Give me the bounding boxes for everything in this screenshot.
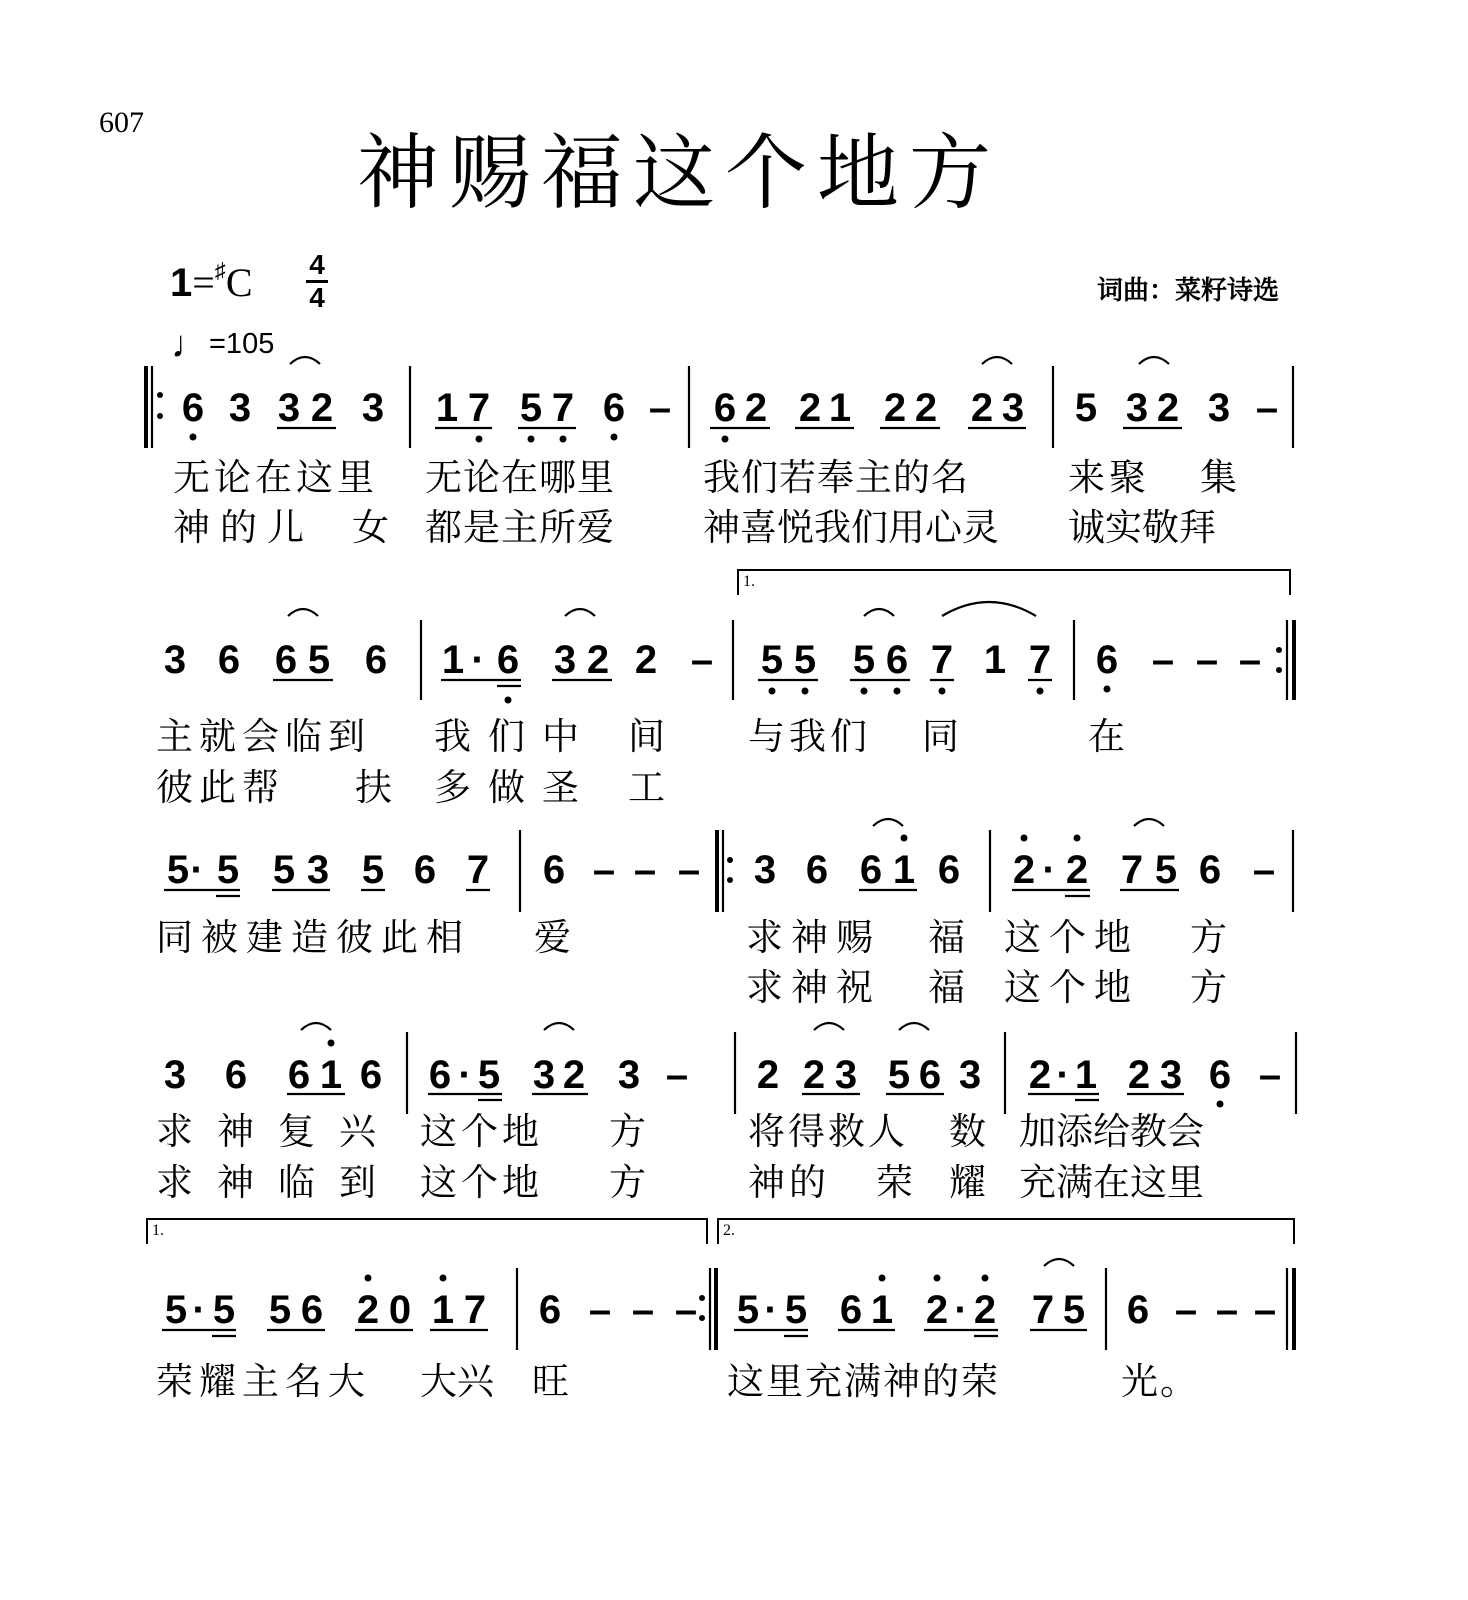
octave-dot	[365, 1275, 372, 1282]
note: 7	[930, 638, 954, 682]
note: 6	[496, 638, 520, 682]
repeat-dot	[727, 877, 733, 883]
octave-dot	[1217, 1101, 1224, 1108]
lyric: 同被建造彼此相	[156, 916, 471, 959]
note: 2	[562, 1053, 586, 1097]
lyric: 方	[1190, 966, 1227, 1009]
note: 2	[973, 1288, 997, 1332]
song-title: 神赐福这个地方	[357, 126, 1002, 221]
dash: –	[633, 848, 657, 892]
lyric: 方	[609, 1110, 646, 1153]
key-equals: =	[192, 260, 215, 305]
note: 5	[166, 848, 190, 892]
lyric: 我们若奉主的名	[703, 456, 969, 499]
lyric: 无论在这里	[173, 456, 378, 499]
sharp-icon: ♯	[214, 258, 226, 283]
dot: ·	[1042, 848, 1056, 892]
dash: –	[592, 848, 616, 892]
note: 6	[413, 848, 437, 892]
note: 3	[1001, 386, 1025, 430]
note: 1	[435, 386, 459, 430]
dash: –	[1258, 1053, 1282, 1097]
note: 5	[784, 1288, 808, 1332]
repeat-dot	[699, 1295, 705, 1301]
note: 6	[885, 638, 909, 682]
octave-dot	[1037, 688, 1044, 695]
octave-dot	[560, 436, 567, 443]
lyric: 多做圣	[434, 766, 596, 809]
note: 5	[1074, 386, 1098, 430]
slur	[301, 1023, 331, 1030]
note: 5	[477, 1053, 501, 1097]
volta-label: 1.	[743, 573, 755, 590]
note: 7	[1028, 638, 1052, 682]
dash: –	[1215, 1288, 1239, 1332]
note: 6	[839, 1288, 863, 1332]
dash: –	[665, 1053, 689, 1097]
octave-dot	[722, 436, 729, 443]
note: 2	[1156, 386, 1180, 430]
note: 5	[268, 1288, 292, 1332]
time-sig-bottom: 4	[309, 282, 325, 313]
note: 3	[1125, 386, 1149, 430]
note: 3	[361, 386, 385, 430]
slur	[1044, 1259, 1074, 1266]
note: 3	[753, 848, 777, 892]
octave-dot	[440, 1275, 447, 1282]
slur	[544, 1023, 574, 1030]
note: 2	[914, 386, 938, 430]
lyric: 求神复兴	[156, 1110, 400, 1153]
note: 1	[319, 1053, 343, 1097]
lyric: 耀	[949, 1161, 986, 1204]
lyric: 充满在这里	[1019, 1161, 1204, 1204]
note: 5	[307, 638, 331, 682]
note: 5	[793, 638, 817, 682]
lyric: 这个地	[1004, 966, 1139, 1009]
lyric: 工	[628, 766, 665, 809]
lyric: 间	[628, 715, 665, 758]
dot: ·	[764, 1288, 778, 1332]
octave-dot	[1021, 835, 1028, 842]
key-do: 1	[170, 261, 193, 305]
lyric: 这个地	[420, 1110, 543, 1153]
dash: –	[1238, 638, 1262, 682]
tempo-value: =105	[209, 328, 275, 360]
lyric: 与我们	[748, 715, 871, 758]
octave-dot	[939, 688, 946, 695]
slur	[873, 819, 903, 826]
note: 1	[431, 1288, 455, 1332]
dash: –	[588, 1288, 612, 1332]
repeat-dot	[1276, 647, 1282, 653]
note: 6	[602, 386, 626, 430]
note: 6	[859, 848, 883, 892]
octave-dot	[879, 1275, 886, 1282]
note: 3	[532, 1053, 556, 1097]
note: 2	[586, 638, 610, 682]
slur	[1139, 357, 1169, 364]
slur	[290, 357, 320, 364]
note: 3	[553, 638, 577, 682]
note: 5	[519, 386, 543, 430]
dot: ·	[192, 1288, 206, 1332]
note: 2	[798, 386, 822, 430]
repeat-dot	[157, 413, 163, 419]
lyric: 我们中	[434, 715, 596, 758]
note: 6	[1095, 638, 1119, 682]
lyric: 旺	[532, 1360, 569, 1403]
note: 7	[1031, 1288, 1055, 1332]
lyric: 扶	[355, 766, 392, 809]
note: 2	[1127, 1053, 1151, 1097]
lyric: 在	[1088, 715, 1125, 758]
slur	[982, 357, 1012, 364]
note: 3	[163, 1053, 187, 1097]
note: 5	[216, 848, 240, 892]
note: 3	[277, 386, 301, 430]
lyric: 求神临到	[156, 1161, 400, 1204]
note: 2	[883, 386, 907, 430]
octave-dot	[861, 688, 868, 695]
repeat-dot	[1276, 667, 1282, 673]
dash: –	[1174, 1288, 1198, 1332]
note: 3	[617, 1053, 641, 1097]
octave-dot	[1074, 835, 1081, 842]
note: 6	[217, 638, 241, 682]
repeat-dot	[727, 857, 733, 863]
note: 1	[1074, 1053, 1098, 1097]
lyric: 数	[949, 1110, 986, 1153]
repeat-dot	[157, 392, 163, 398]
lyric: 无论在哪里	[425, 456, 615, 499]
octave-dot	[982, 1275, 989, 1282]
lyric: 集	[1200, 456, 1237, 499]
octave-dot	[190, 434, 197, 441]
note: 5	[1062, 1288, 1086, 1332]
lyric: 荣	[876, 1161, 913, 1204]
note: 3	[1159, 1053, 1183, 1097]
lyric: 都是主所爱	[425, 506, 615, 549]
note: 6	[274, 638, 298, 682]
dash: –	[1195, 638, 1219, 682]
slur	[864, 609, 894, 616]
note: 0	[388, 1288, 412, 1332]
dash: –	[677, 848, 701, 892]
volta-label: 2.	[723, 1222, 735, 1239]
lyric: 神喜悦我们用心灵	[703, 506, 999, 549]
lyric: 诚实敬拜	[1068, 506, 1216, 549]
note: 5	[852, 638, 876, 682]
slur	[942, 602, 1036, 616]
dash: –	[631, 1288, 655, 1332]
lyric: 女	[352, 506, 389, 549]
note: 2	[970, 386, 994, 430]
octave-dot	[1104, 686, 1111, 693]
lyric: 这里充满神的荣	[727, 1360, 1000, 1403]
note: 2	[802, 1053, 826, 1097]
octave-dot	[611, 434, 618, 441]
note: 6	[364, 638, 388, 682]
note: 3	[306, 848, 330, 892]
note: 5	[164, 1288, 188, 1332]
lyric: 将得救人	[748, 1110, 908, 1153]
lyric: 大兴	[420, 1360, 494, 1403]
repeat-dot	[699, 1315, 705, 1321]
dash: –	[648, 386, 672, 430]
octave-dot	[901, 835, 908, 842]
octave-dot	[505, 697, 512, 704]
lyric: 彼此帮	[156, 766, 285, 809]
note: 7	[1120, 848, 1144, 892]
note: 6	[359, 1053, 383, 1097]
note: 5	[760, 638, 784, 682]
octave-dot	[476, 436, 483, 443]
note: 6	[300, 1288, 324, 1332]
note: 2	[634, 638, 658, 682]
note: 1	[828, 386, 852, 430]
slur	[565, 609, 595, 616]
note: 3	[228, 386, 252, 430]
note: 5	[212, 1288, 236, 1332]
dash: –	[1253, 1288, 1277, 1332]
lyric: 来聚	[1068, 456, 1150, 499]
note: 3	[834, 1053, 858, 1097]
lyric: 方	[609, 1161, 646, 1204]
note: 2	[925, 1288, 949, 1332]
note: 3	[1207, 386, 1231, 430]
note: 1	[892, 848, 916, 892]
note: 2	[310, 386, 334, 430]
note: 6	[538, 1288, 562, 1332]
lyric: 主就会临到	[156, 715, 371, 758]
lyric: 求神赐	[746, 916, 881, 959]
author-credit: 词曲：菜籽诗选	[1097, 276, 1280, 306]
note: 1	[870, 1288, 894, 1332]
note: 2	[1012, 848, 1036, 892]
lyric: 福	[928, 916, 965, 959]
dash: –	[674, 1288, 698, 1332]
lyric: 这个地	[420, 1161, 543, 1204]
dot: ·	[458, 1053, 472, 1097]
note: 3	[163, 638, 187, 682]
note: 5	[736, 1288, 760, 1332]
lyric: 加添给教会	[1019, 1110, 1204, 1153]
note: 6	[1208, 1053, 1232, 1097]
note: 2	[756, 1053, 780, 1097]
note: 6	[1126, 1288, 1150, 1332]
lyric: 神的	[748, 1161, 830, 1204]
slur	[814, 1023, 844, 1030]
lyric: 爱	[534, 916, 571, 959]
note: 6	[805, 848, 829, 892]
slur	[1134, 819, 1164, 826]
note: 5	[361, 848, 385, 892]
dash: –	[690, 638, 714, 682]
note: 2	[356, 1288, 380, 1332]
lyric: 福	[928, 966, 965, 1009]
lyric: 求神祝	[746, 966, 881, 1009]
note: 2	[1065, 848, 1089, 892]
dot: ·	[190, 848, 204, 892]
note: 6	[181, 386, 205, 430]
octave-dot	[528, 436, 535, 443]
note: 5	[1154, 848, 1178, 892]
octave-dot	[328, 1040, 335, 1047]
key-note: C	[225, 260, 253, 305]
note: 2	[744, 386, 768, 430]
volta-label: 1.	[152, 1222, 164, 1239]
slur	[899, 1023, 929, 1030]
note: 6	[542, 848, 566, 892]
note: 5	[272, 848, 296, 892]
note: 5	[887, 1053, 911, 1097]
octave-dot	[769, 688, 776, 695]
lyric: 光。	[1121, 1360, 1199, 1403]
octave-dot	[802, 688, 809, 695]
time-sig-top: 4	[309, 249, 325, 280]
note: 3	[958, 1053, 982, 1097]
slur	[288, 609, 318, 616]
note: 6	[918, 1053, 942, 1097]
octave-dot	[894, 688, 901, 695]
note: 7	[467, 386, 491, 430]
note: 6	[1198, 848, 1222, 892]
note: 7	[551, 386, 575, 430]
dash: –	[1255, 386, 1279, 430]
lyric: 荣耀主名大	[156, 1360, 371, 1403]
note: 1	[441, 638, 465, 682]
note: 6	[937, 848, 961, 892]
lyric: 方	[1190, 916, 1227, 959]
dot: ·	[954, 1288, 968, 1332]
dot: ·	[471, 638, 485, 682]
note: 7	[463, 1288, 487, 1332]
note: 6	[224, 1053, 248, 1097]
quarter-note-icon: ♩	[171, 324, 209, 366]
note: 6	[713, 386, 737, 430]
lyric: 这个地	[1004, 916, 1139, 959]
page-number: 607	[99, 106, 144, 139]
note: 2	[1028, 1053, 1052, 1097]
lyric: 同	[922, 715, 959, 758]
dash: –	[1151, 638, 1175, 682]
octave-dot	[934, 1275, 941, 1282]
dash: –	[1252, 848, 1276, 892]
note: 7	[466, 848, 490, 892]
dot: ·	[1056, 1053, 1070, 1097]
note: 6	[287, 1053, 311, 1097]
lyric: 神的儿	[173, 506, 314, 549]
note: 1	[983, 638, 1007, 682]
note: 6	[428, 1053, 452, 1097]
